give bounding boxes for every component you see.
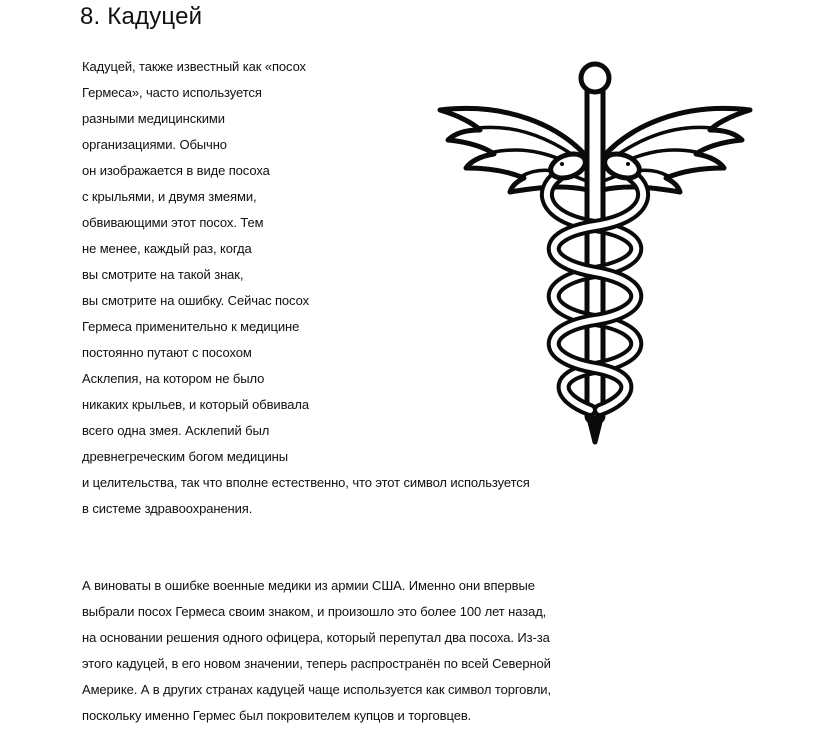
paragraph-1-line: организациями. Обычно <box>82 137 227 152</box>
paragraph-1-line: Асклепия, на котором не было <box>82 371 265 386</box>
paragraph-2-line: выбрали посох Гермеса своим знаком, и произошло это более 100 лет назад, <box>82 604 547 619</box>
paragraph-1-line: с крыльями, и двумя змеями, <box>82 189 257 204</box>
paragraph-1-line: он изображается в виде посоха <box>82 163 270 178</box>
paragraph-1-line: Гермеса», часто используется <box>82 85 262 100</box>
paragraph-1-line: вы смотрите на такой знак, <box>82 267 244 282</box>
paragraph-2-line: на основании решения одного офицера, который перепутал два посоха. Из-за <box>82 630 550 645</box>
staff-knob <box>581 64 609 92</box>
paragraph-1-line: в системе здравоохранения. <box>82 501 253 516</box>
paragraph-1-line: разными медицинскими <box>82 111 225 126</box>
paragraph-1-line: не менее, каждый раз, когда <box>82 241 252 256</box>
paragraph-2-line: А виноваты в ошибке военные медики из армии США. Именно они впервые <box>82 578 535 593</box>
paragraph-1-line: обвивающими этот посох. Тем <box>82 215 264 230</box>
paragraph-2-line: Америке. А в других странах кадуцей чаще используется как символ торговли, <box>82 682 551 697</box>
paragraph-1-line: и целительства, так что вполне естественно, что этот символ используется <box>82 475 530 490</box>
paragraph-1-line: вы смотрите на ошибку. Сейчас посох <box>82 293 309 308</box>
paragraph-1-line: всего одна змея. Асклепий был <box>82 423 270 438</box>
staff-tip <box>589 418 601 442</box>
paragraph-1-line: никаких крыльев, и который обвивала <box>82 397 309 412</box>
caduceus-icon <box>430 58 760 448</box>
paragraph-2-line: поскольку именно Гермес был покровителем купцов и торговцев. <box>82 708 472 723</box>
paragraph-1-line: Кадуцей, также известный как «посох <box>82 59 306 74</box>
paragraph-2-line: этого кадуцей, в его новом значении, теперь распространён по всей Северной <box>82 656 551 671</box>
paragraph-1-line: древнегреческим богом медицины <box>82 449 289 464</box>
paragraph-2 <box>82 573 551 729</box>
paragraph-1-line: постоянно путают с посохом <box>82 345 252 360</box>
article-title: 8. Кадуцей <box>80 3 203 30</box>
paragraph-1-line: Гермеса применительно к медицине <box>82 319 300 334</box>
